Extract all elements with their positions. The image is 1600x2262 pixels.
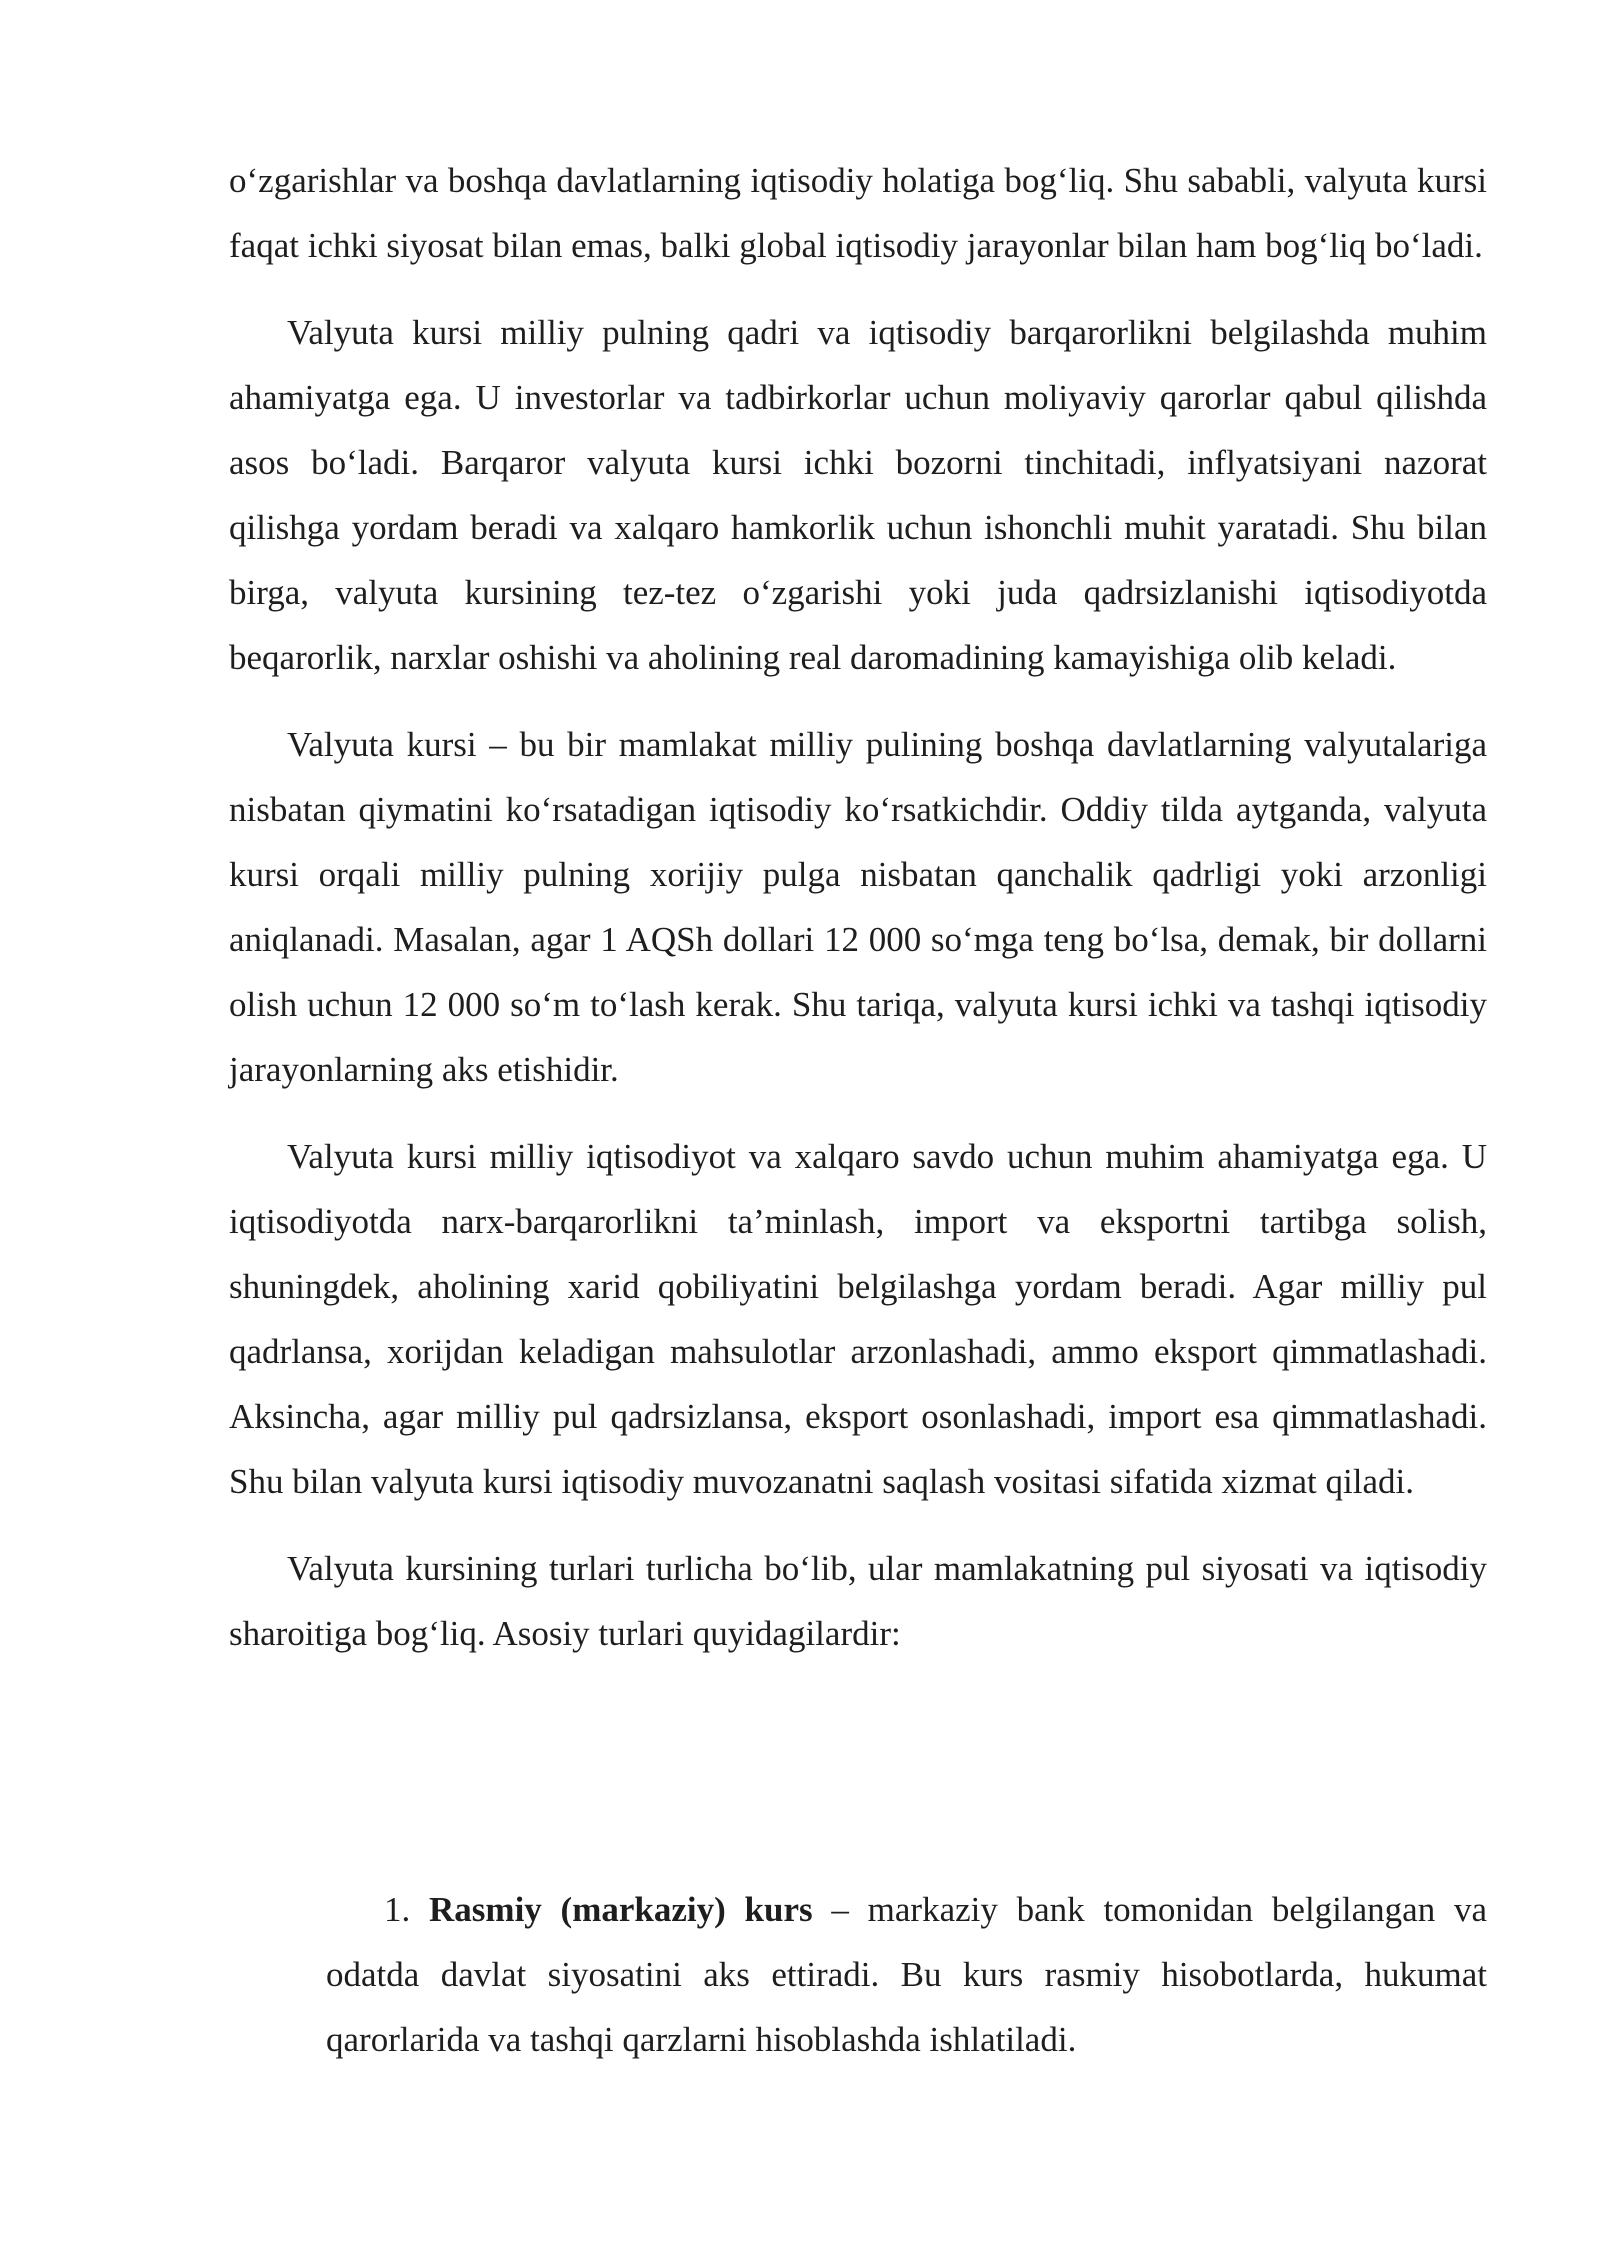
paragraph-1: o‘zgarishlar va boshqa davlatlarning iqtisodiy holatiga bog‘liq. Shu sababli, valyuta kursi faqat ichki siyosat bilan emas, balki global iqtisodiy jarayonlar bilan ham bog‘liq bo‘ladi. xyxy=(229,161,1487,265)
paragraph-2: Valyuta kursi milliy pulning qadri va iqtisodiy barqarorlikni belgilashda muhim ahamiyatga ega. U investorlar va tadbirkorlar uchun moliyaviy qarorlar qabul qilishda asos bo‘ladi. Barqaror valyuta kursi ichki bozorni tinchitadi, inflyatsiyani nazorat qilishga yordam beradi va xalqaro hamkorlik uchun ishonchli muhit yaratadi. Shu bilan birga, valyuta kursining tez-tez o‘zgarishi yoki juda qadrsizlanishi iqtisodiyotda beqarorlik, narxlar oshishi va aholining real daromadining kamayishiga olib keladi. xyxy=(229,313,1487,677)
paragraph-4: Valyuta kursi milliy iqtisodiyot va xalqaro savdo uchun muhim ahamiyatga ega. U iqtisodiyotda narx-barqarorlikni ta’minlash, import va eksportni tartibga solish, shuningdek, aholining xarid qobiliyatini belgilashga yordam beradi. Agar milliy pul qadrlansa, xorijdan keladigan mahsulotlar arzonlashadi, ammo eksport qimmatlashadi. Aksincha, agar milliy pul qadrsizlansa, eksport osonlashadi, import esa qimmatlashadi. Shu bilan valyuta kursi iqtisodiy muvozanatni saqlash vositasi sifatida xizmat qiladi. xyxy=(229,1137,1487,1501)
list-item-number: 1. xyxy=(384,1890,411,1929)
list-item-term: Rasmiy (markaziy) kurs xyxy=(429,1890,813,1929)
document-body xyxy=(229,148,1487,1666)
paragraph-5: Valyuta kursining turlari turlicha bo‘lib, ular mamlakatning pul siyosati va iqtisodiy sharoitiga bog‘liq. Asosiy turlari quyidagilardir: xyxy=(229,1549,1487,1653)
list-item-text: – markaziy bank tomonidan belgilangan va odatda davlat siyosatini aks ettiradi. Bu kurs rasmiy hisobotlarda, hukumat qarorlarida va tashqi qarzlarni hisoblashda ishlatiladi. xyxy=(326,1890,1487,2059)
numbered-list xyxy=(326,1877,1487,2072)
paragraph-3: Valyuta kursi – bu bir mamlakat milliy pulining boshqa davlatlarning valyutalariga nisbatan qiymatini ko‘rsatadigan iqtisodiy ko‘rsatkichdir. Oddiy tilda aytganda, valyuta kursi orqali milliy pulning xorijiy pulga nisbatan qanchalik qadrligi yoki arzonligi aniqlanadi. Masalan, agar 1 AQSh dollari 12 000 so‘mga teng bo‘lsa, demak, bir dollarni olish uchun 12 000 so‘m to‘lash kerak. Shu tariqa, valyuta kursi ichki va tashqi iqtisodiy jarayonlarning aks etishidir. xyxy=(229,725,1487,1089)
list-item xyxy=(326,1877,1487,2072)
